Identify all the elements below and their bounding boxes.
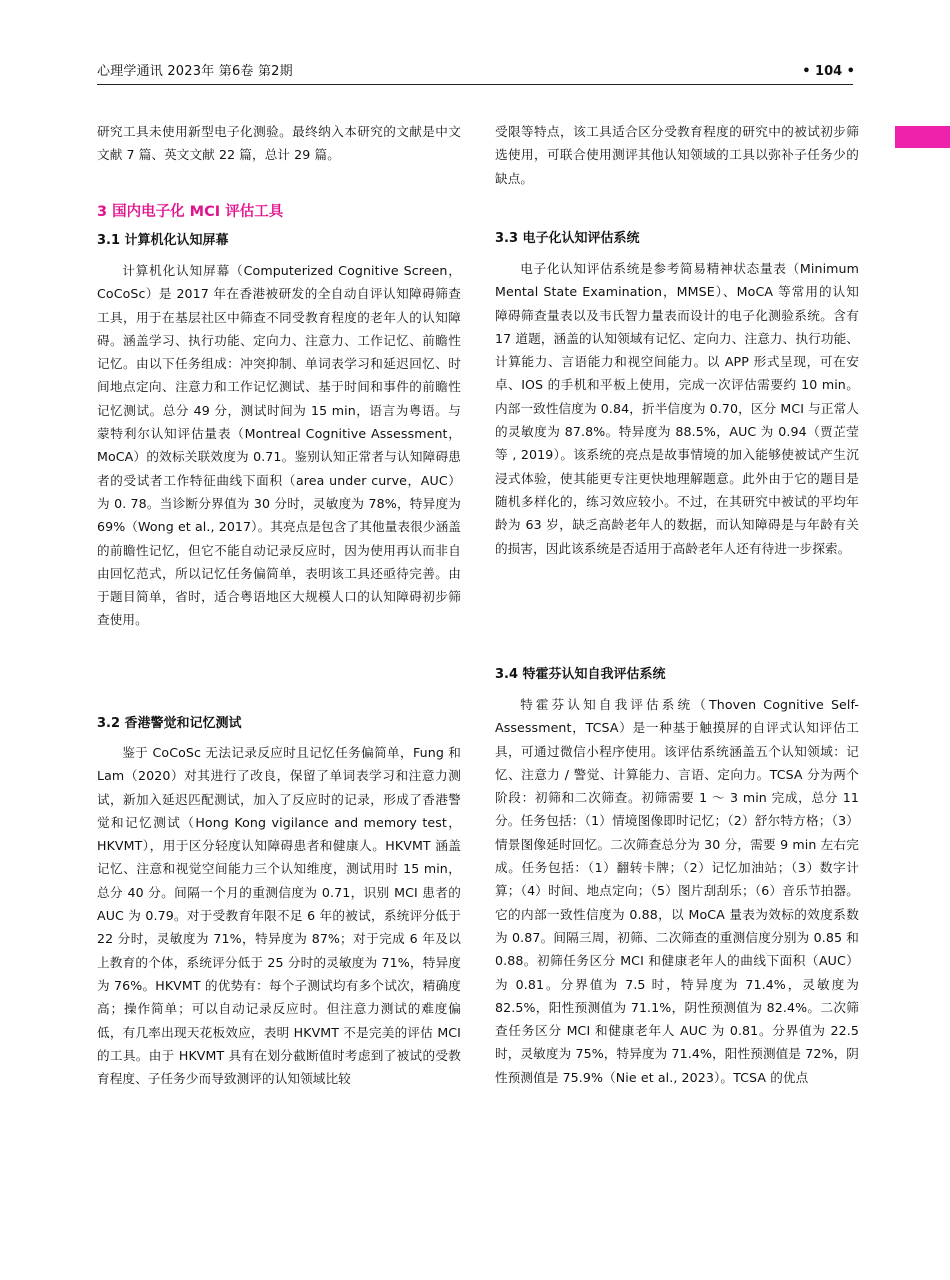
section-3-3-body: 电子化认知评估系统是参考简易精神状态量表（Minimum Mental State Examination，MMSE）、MoCA 等常用的认知障碍筛查量表以及韦氏智力量表而设计的电子化测验系统。含有 17 道题，涵盖的认知领域有记忆、定向力、注意力、执行功能、计算能力、言语能力和视空间能力。以 APP 形式呈现，可在安卓、IOS 的手机和平板上使用，完成一次评估需要约 10 min。内部一致性信度为 0.84，折半信度为 0.70，区分 MCI 与正常人的灵敏度为 87.8%。特异度为 88.5%，AUC 为 0.94（贾芷莹 等 , 2019）。该系统的亮点是故事情境的加入能够使被试产生沉浸式体验，使其能更专注更快地理解题意。此外由于它的题目是随机多样化的，练习效应较小。不过，在其研究中被试的平均年龄为 63 岁，缺乏高龄老年人的数据，而认知障碍是与年龄有关的损害，因此该系统是否适用于高龄老年人还有待进一步探索。	[495, 261, 859, 556]
intro-paragraph: 研究工具未使用新型电子化测验。最终纳入本研究的文献是中文文献 7 篇、英文文献 22 篇，总计 29 篇。	[97, 124, 461, 163]
journal-header: 心理学通讯 2023年 第6卷 第2期	[97, 64, 293, 79]
page-number: • 104 •	[802, 64, 855, 79]
continuation-paragraph: 受限等特点，该工具适合区分受教育程度的研究中的被试初步筛选使用，可联合使用测评其他认知领域的工具以弥补子任务少的缺点。	[495, 124, 859, 186]
section-3-2-body: 鉴于 CoCoSc 无法记录反应时且记忆任务偏简单，Fung 和 Lam（2020）对其进行了改良，保留了单词表学习和注意力测试，新加入延迟匹配测试，加入了反应时的记录，形成了香港警觉和记忆测试（Hong Kong vigilance and memory test，HKVMT），用于区分轻度认知障碍患者和健康人。HKVMT 涵盖记忆、注意和视觉空间能力三个认知维度，测试用时 15 min，总分 40 分。间隔一个月的重测信度为 0.71，识别 MCI 患者的 AUC 为 0.79。对于受教育年限不足 6 年的被试，系统评分低于 22 分时，灵敏度为 71%，特异度为 87%；对于完成 6 年及以上教育的个体，系统评分低于 25 分时的灵敏度为 71%，特异度为 76%。HKVMT 的优势有：每个子测试均有多个试次，精确度高；操作简单；可以自动记录反应时。但注意力测试的难度偏低，有几率出现天花板效应，表明 HKVMT 不是完美的评估 MCI 的工具。由于 HKVMT 具有在划分截断值时考虑到了被试的受教育程度、子任务少而导致测评的认知领域比较	[97, 745, 461, 1087]
section-3-3-heading: 3.3 电子化认知评估系统	[495, 231, 640, 246]
section-3-4-heading: 3.4 特霍芬认知自我评估系统	[495, 667, 666, 682]
header-rule	[97, 84, 853, 85]
section-tab-marker	[895, 126, 950, 148]
section-3-1-body: 计算机化认知屏幕（Computerized Cognitive Screen，CoCoSc）是 2017 年在香港被研发的全自动自评认知障碍筛查工具，用于在基层社区中筛查不同受教育程度的老年人的认知障碍。涵盖学习、执行功能、定向力、注意力、工作记忆、前瞻性记忆。由以下任务组成：冲突抑制、单词表学习和延迟回忆、时间地点定向、注意力和工作记忆测试、基于时间和事件的前瞻性记忆测试。总分 49 分，测试时间为 15 min，语言为粤语。与蒙特利尔认知评估量表（Montreal Cognitive Assessment，MoCA）的效标关联效度为 0.71。鉴别认知正常者与认知障碍患者的受试者工作特征曲线下面积（area under curve，AUC）为 0. 78。当诊断分界值为 30 分时，灵敏度为 78%，特异度为 69%（Wong et al., 2017）。其亮点是包含了其他量表很少涵盖的前瞻性记忆，但它不能自动记录反应时，因为使用再认而非自由回忆范式，所以记忆任务偏简单，表明该工具还亟待完善。由于题目简单，省时，适合粤语地区大规模人口的认知障碍初步筛查使用。	[97, 263, 461, 628]
section-3-1-heading: 3.1 计算机化认知屏幕	[97, 233, 229, 248]
section-3-4-body: 特霍芬认知自我评估系统（Thoven Cognitive Self-Assessment，TCSA）是一种基于触摸屏的自评式认知评估工具，可通过微信小程序使用。该评估系统涵盖五个认知领域：记忆、注意力 / 警觉、计算能力、言语、定向力。TCSA 分为两个阶段：初筛和二次筛查。初筛需要 1 ～ 3 min 完成，总分 11 分。任务包括：（1）情境图像即时记忆；（2）舒尔特方格；（3）情景图像延时回忆。二次筛查总分为 30 分，需要 9 min 左右完成。任务包括：（1）翻转卡牌；（2）记忆加油站；（3）数字计算；（4）时间、地点定向；（5）图片刮刮乐；（6）音乐节拍器。它的内部一致性信度为 0.88，以 MoCA 量表为效标的效度系数为 0.87。间隔三周，初筛、二次筛查的重测信度分别为 0.85 和 0.88。初筛任务区分 MCI 和健康老年人的曲线下面积（AUC）为 0.81。分界值为 7.5 时，特异度为 71.4%，灵敏度为 82.5%，阳性预测值为 71.1%，阴性预测值为 82.4%。二次筛查任务区分 MCI 和健康老年人 AUC 为 0.81。分界值为 22.5 时，灵敏度为 75%，特异度为 71.4%，阳性预测值是 72%，阴性预测值是 75.9%（Nie et al., 2023）。TCSA 的优点	[495, 697, 859, 1085]
section-3-2-heading: 3.2 香港警觉和记忆测试	[97, 716, 242, 731]
section-3-heading: 3 国内电子化 MCI 评估工具	[97, 204, 284, 220]
